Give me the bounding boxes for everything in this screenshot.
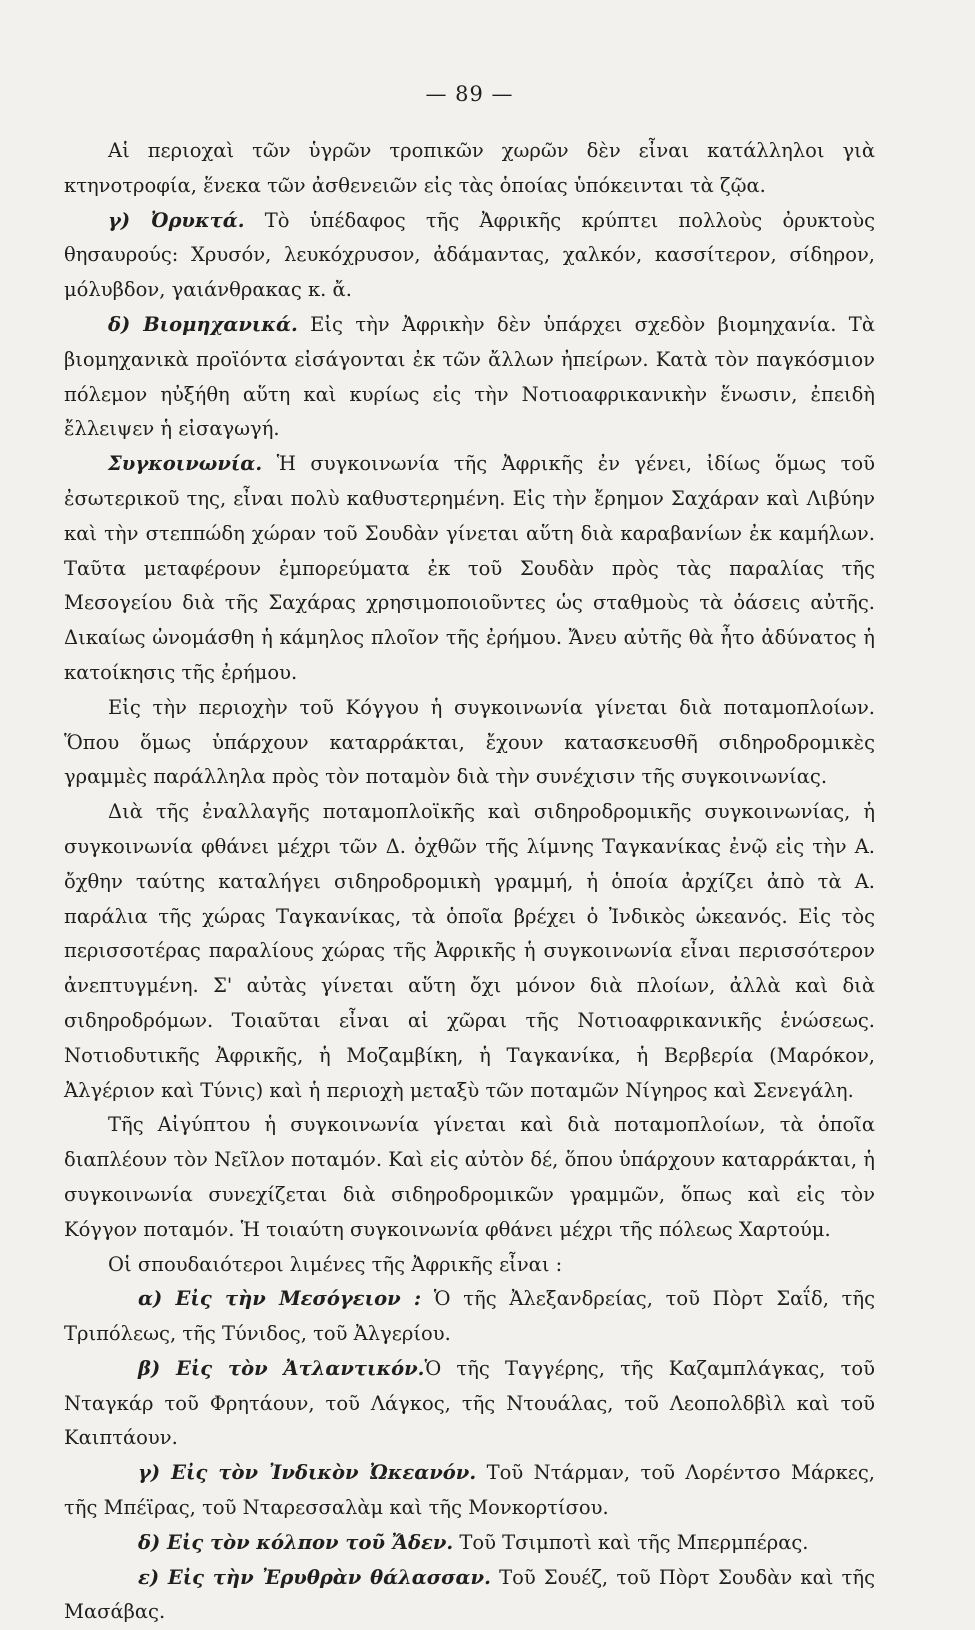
paragraph-communication [64,447,875,691]
paragraph-ports-aden [64,1526,875,1561]
list-heading-red-sea: ε) Εἰς τὴν Ἐρυθρὰν θάλασσαν. [138,1565,491,1589]
page-body [64,134,875,1630]
paragraph-text: Τῆς Αἰγύπτου ἡ συγκοινωνία γίνεται καὶ διὰ ποταμοπλοίων, τὰ ὁποῖα διαπλέουν τὸν Νεῖλον ποταμόν. Καὶ εἰς αὐτὸν δέ, ὅπου ὑπάρχουν καταρράκται, ἡ συγκοινωνία συνεχίζεται διὰ σιδηροδρομικῶν γραμμῶν, ὅπως καὶ εἰς τὸν Κόγγον ποταμόν. Ἡ τοιαύτη συγκοινωνία φθάνει μέχρι τῆς πόλεως Χαρτούμ. [64,1113,875,1241]
paragraph-industry [64,308,875,447]
paragraph-text: Διὰ τῆς ἐναλλαγῆς ποταμοπλοϊκῆς καὶ σιδηροδρομικῆς συγκοινωνίας, ἡ συγκοινωνία φθάνει μέχρι τῶν Δ. ὀχθῶν τῆς λίμνης Ταγκανίκας ἐνῷ εἰς τὴν Α. ὄχθην ταύτης καταλήγει σιδηροδρομικὴ γραμμή, ἡ ὁποία ἀρχίζει ἀπὸ τὰ Α. παράλια τῆς χώρας Ταγκανίκας, τὰ ὁποῖα βρέχει ὁ Ἰνδικὸς ὠκεανός. Εἰς τὸς περισσοτέρας παραλίους χώρας τῆς Ἀφρικῆς ἡ συγκοινωνία εἶναι περισσότερον ἀνεπτυγμένη. Σ' αὐτὰς γίνεται αὕτη ὄχι μόνον διὰ πλοίων, ἀλλὰ καὶ διὰ σιδηροδρόμων. Τοιαῦται εἶναι αἱ χῶραι τῆς Νοτιοαφρικανικῆς ἑνώσεως. Νοτιοδυτικῆς Ἀφρικῆς, ἡ Μοζαμβίκη, ἡ Ταγκανίκα, ἡ Βερβερία (Μαρόκον, Ἀλγέριον καὶ Τύνις) καὶ ἡ περιοχὴ μεταξὺ τῶν ποταμῶν Νίγηρος καὶ Σενεγάλη. [64,800,875,1102]
paragraph-minerals [64,204,875,308]
paragraph-text: Οἱ σπουδαιότεροι λιμένες τῆς Ἀφρικῆς εἶναι : [108,1252,563,1276]
paragraph-text: Τοῦ Τσιμποτὶ καὶ τῆς Μπερμπέρας. [453,1530,809,1554]
paragraph-ports-red-sea [64,1561,875,1630]
paragraph-ports-atlantic [64,1352,875,1456]
list-heading-mediterranean: α) Εἰς τὴν Μεσόγειον : [138,1287,422,1311]
paragraph-text: Αἱ περιοχαὶ τῶν ὑγρῶν τροπικῶν χωρῶν δὲν εἶναι κατάλληλοι γιὰ κτηνοτροφία, ἕνεκα τῶν ἀσθενειῶν εἰς τὰς ὁποίας ὑπόκεινται τὰ ζῷα. [64,139,875,197]
list-heading-atlantic: β) Εἰς τὸν Ἀτλαντικόν. [138,1356,425,1380]
paragraph-ports-indian [64,1456,875,1526]
list-heading-gulf-of-aden: δ) Εἰς τὸν κόλπον τοῦ Ἄδεν. [138,1530,454,1554]
paragraph-livestock [64,134,875,204]
paragraph-text: Ἡ συγκοινωνία τῆς Ἀφρικῆς ἐν γένει, ἰδίως ὅμως τοῦ ἐσωτερικοῦ της, εἶναι πολὺ καθυστερημένη. Εἰς τὴν ἔρημον Σαχάραν καὶ Λιβύην καὶ τὴν στεππώδη χώραν τοῦ Σουδὰν γίνεται αὕτη διὰ καραβανίων ἐκ καμήλων. Ταῦτα μεταφέρουν ἐμπορεύματα ἐκ τοῦ Σουδὰν πρὸς τὰς παραλίας τῆς Μεσογείου διὰ τῆς Σαχάρας χρησιμοποιοῦντες ὡς σταθμοὺς τὰ ὀάσεις αὐτῆς. Δικαίως ὠνομάσθη ἡ κάμηλος πλοῖον τῆς ἐρήμου. Ἄνευ αὐτῆς θὰ ἦτο ἀδύνατος ἡ κατοίκησις τῆς ἐρήμου. [64,452,875,684]
paragraph-egypt [64,1108,875,1247]
paragraph-text: Ὁ τῆς Ταγγέρης, τῆς Καζαμπλάγκας, τοῦ Νταγκάρ τοῦ Φρητάουν, τοῦ Λάγκος, τῆς Ντουάλας, τοῦ Λεοπολδβὶλ καὶ τοῦ Καιπτάουν. [64,1356,875,1450]
paragraph-text: Ὁ τῆς Ἀλεξανδρείας, τοῦ Πὸρτ Σαΐδ, τῆς Τριπόλεως, τῆς Τύνιδος, τοῦ Ἀλγερίου. [64,1287,875,1346]
paragraph-tanganyika [64,795,875,1108]
list-heading-indian-ocean: γ) Εἰς τὸν Ἰνδικὸν Ὠκεανόν. [138,1461,477,1485]
section-heading-communication: Συγκοινωνία. [108,452,263,476]
paragraph-text: Τοῦ Σουέζ, τοῦ Πὸρτ Σουδὰν καὶ τῆς Μασάβας. [64,1565,875,1624]
paragraph-text: Εἰς τὴν περιοχὴν τοῦ Κόγγου ἡ συγκοινωνία γίνεται διὰ ποταμοπλοίων. Ὅπου ὅμως ὑπάρχουν καταρράκται, ἔχουν κατασκευσθῆ σιδηροδρομικὲς γραμμὲς παράλληλα πρὸς τὸν ποταμὸν διὰ τὴν συνέχισιν τῆς συγκοινωνίας. [64,695,875,789]
paragraph-ports-mediterranean [64,1282,875,1352]
page-number: — 89 — [425,82,514,106]
paragraph-text: Εἰς τὴν Ἀφρικὴν δὲν ὑπάρχει σχεδὸν βιομηχανία. Τὰ βιομηχανικὰ προϊόντα εἰσάγονται ἐκ τῶν ἄλλων ἠπείρων. Κατὰ τὸν παγκόσμιον πόλεμον ηὐξήθη αὕτη καὶ κυρίως εἰς τὴν Νοτιοαφρικανικὴν ἕνωσιν, ἐπειδὴ ἔλλειψεν ἡ εἰσαγωγή. [64,312,875,441]
paragraph-ports-intro [64,1248,875,1283]
paragraph-text: Τοῦ Ντάρμαν, τοῦ Λορέντσο Μάρκες, τῆς Μπέϊρας, τοῦ Νταρεσσαλὰμ καὶ τῆς Μονκορτίσου. [64,1461,875,1520]
paragraph-congo [64,691,875,795]
section-heading-minerals: γ) Ὀρυκτά. [108,208,245,232]
paragraph-text: Τὸ ὑπέδαφος τῆς Ἀφρικῆς κρύπτει πολλοὺς ὀρυκτοὺς θησαυρούς: Χρυσόν, λευκόχρυσον, ἀδάμαντας, χαλκόν, κασσίτερον, σίδηρον, μόλυβδον, γαιάνθρακας κ. ἄ. [64,208,875,302]
section-heading-industry: δ) Βιομηχανικά. [108,312,298,336]
